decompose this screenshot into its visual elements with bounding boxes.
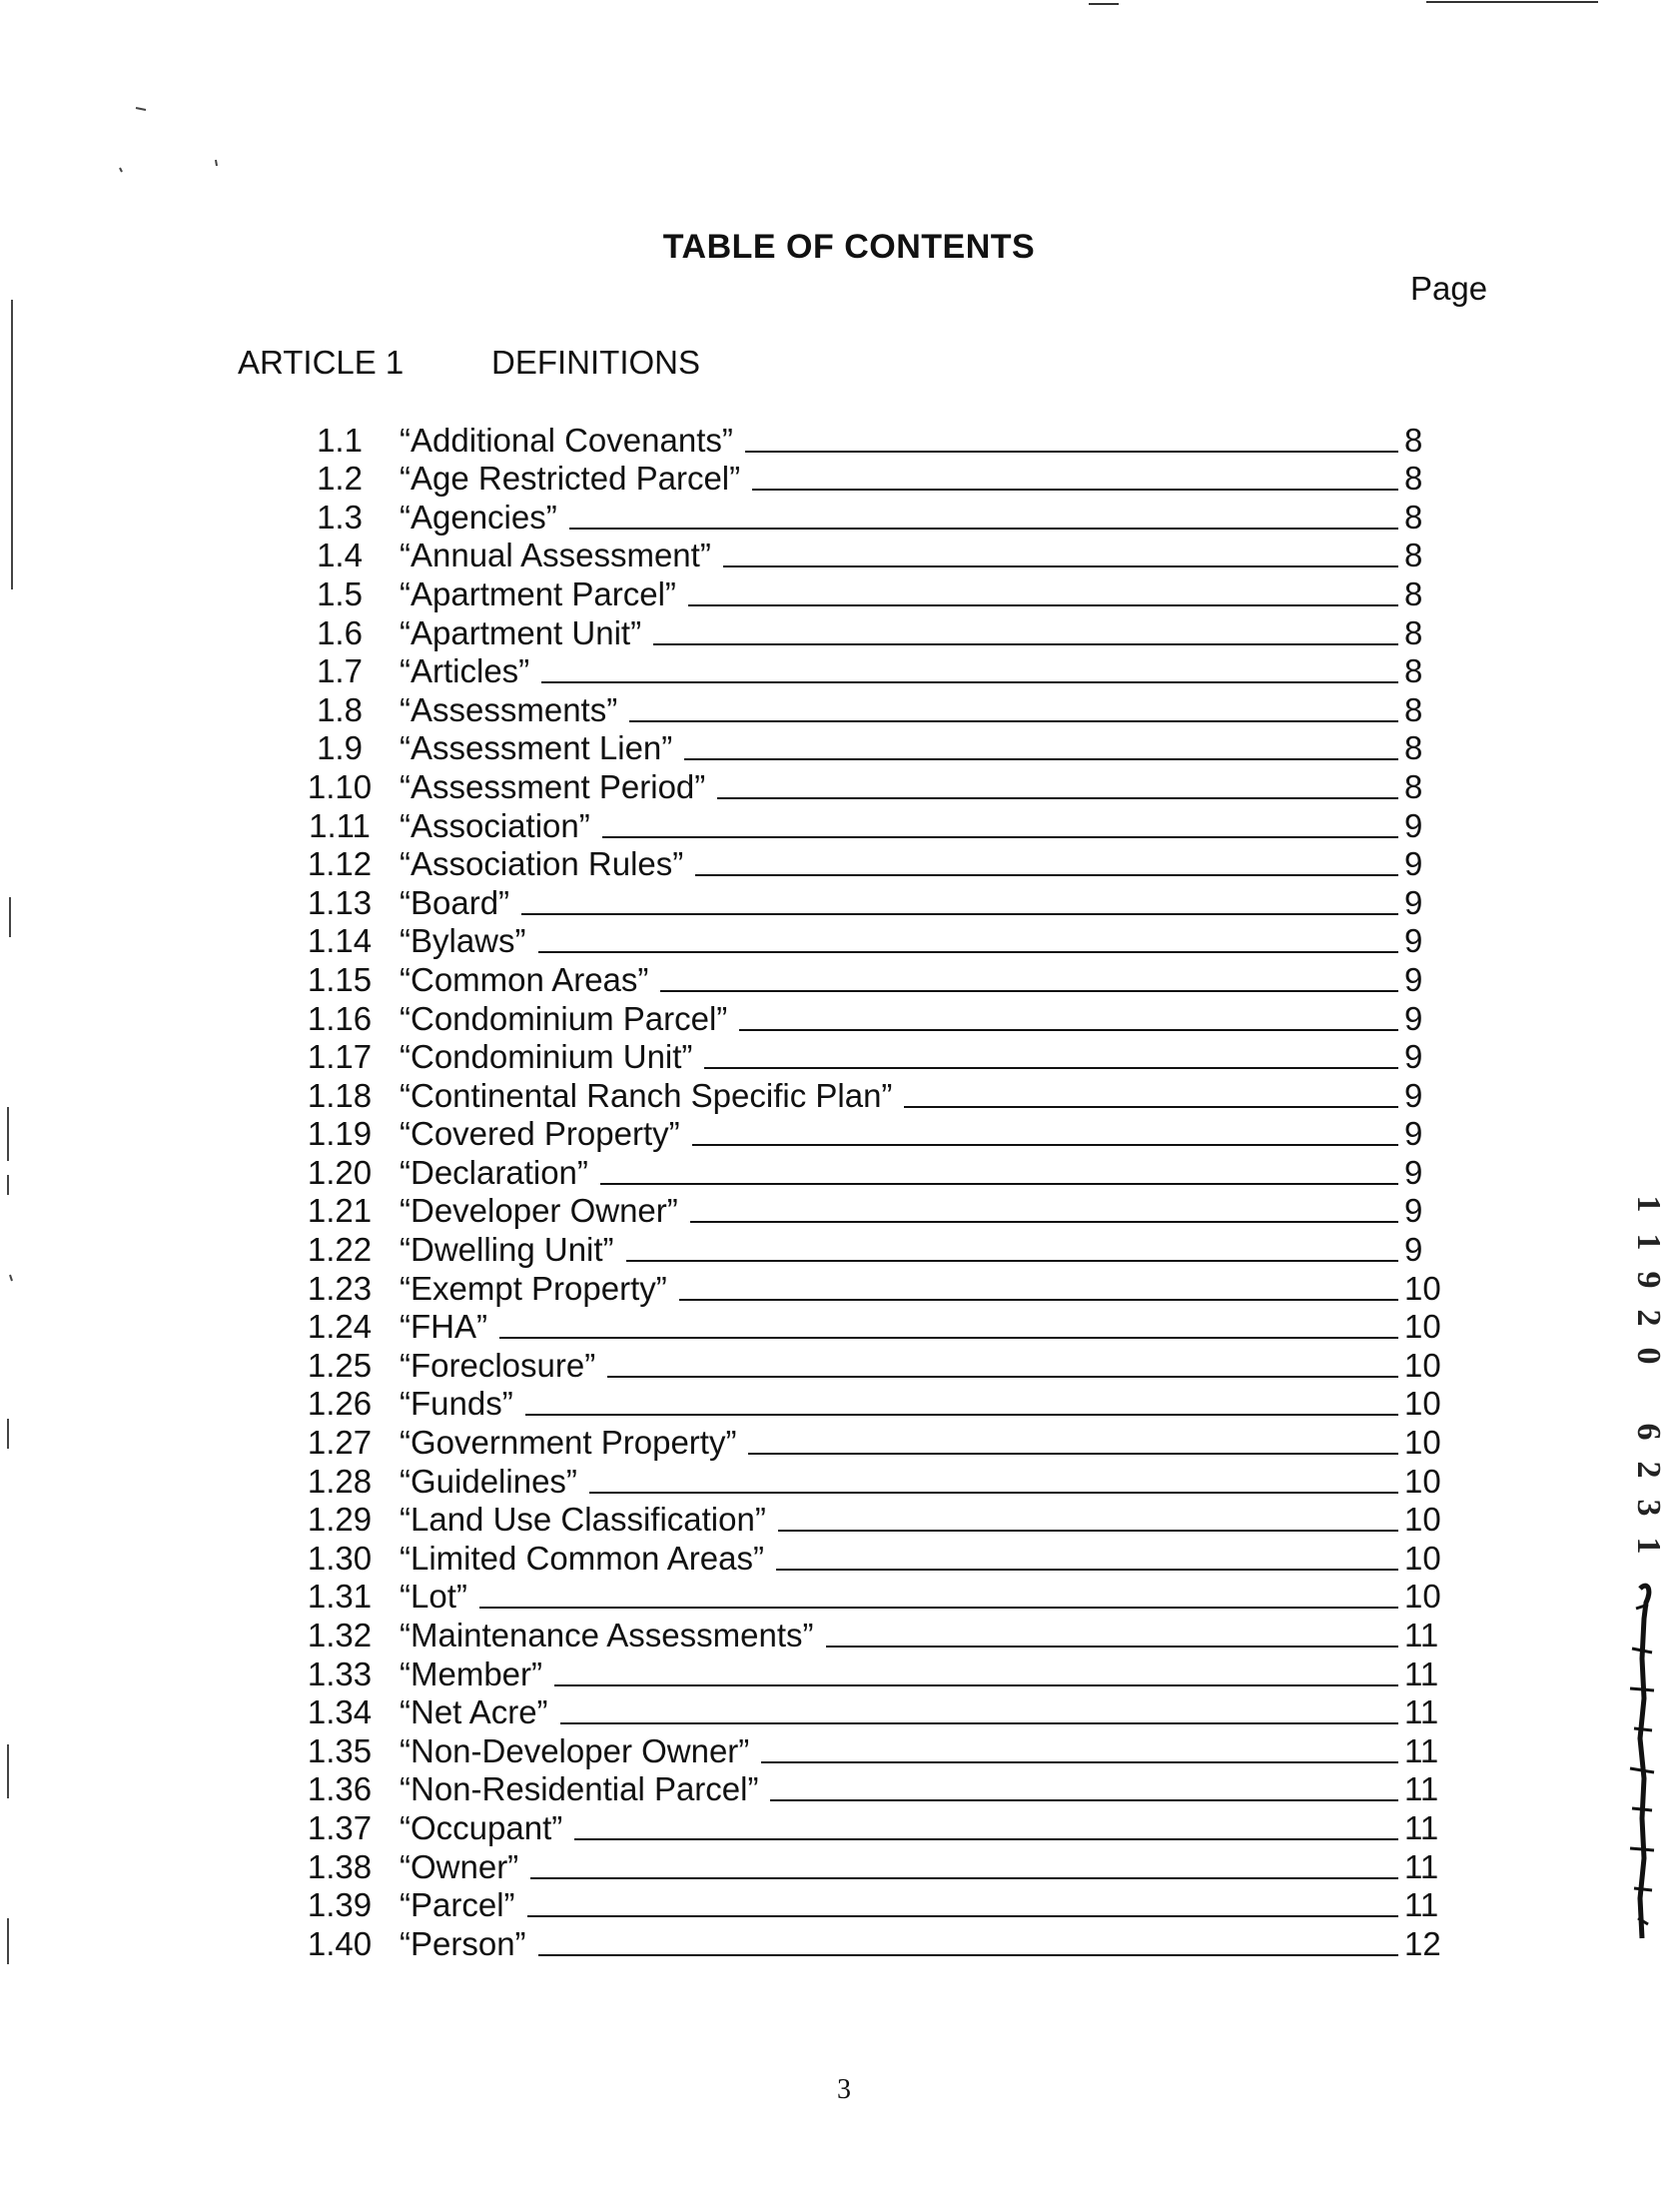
toc-entry-number: 1.22 (307, 1231, 373, 1269)
toc-leader-line (653, 642, 1398, 645)
stamp-gap (1628, 1375, 1668, 1413)
toc-entry-page: 10 (1404, 1578, 1441, 1616)
stamp-digit: 2 (1630, 1461, 1667, 1479)
toc-leader-line (538, 1953, 1398, 1956)
toc-entry-number: 1.5 (317, 574, 363, 612)
toc-entry (0, 651, 1680, 690)
toc-entry-label-group (400, 1770, 1398, 1808)
toc-entry-number: 1.1 (317, 421, 363, 459)
toc-entry-number: 1.6 (317, 613, 363, 651)
toc-entry-label: “Assessment Lien” (400, 729, 673, 767)
toc-entry-number: 1.30 (307, 1539, 373, 1577)
toc-entry-label-group (400, 421, 1398, 459)
toc-entry-label: “Annual Assessment” (400, 537, 711, 574)
toc-entry-page: 8 (1404, 460, 1423, 498)
toc-leader-line (538, 950, 1398, 953)
toc-leader-line (695, 873, 1398, 876)
toc-entry-label: “Non-Residential Parcel” (400, 1770, 759, 1808)
toc-entry-page: 10 (1404, 1346, 1441, 1384)
toc-entry-page: 8 (1404, 574, 1423, 612)
toc-entry (0, 766, 1680, 805)
toc-entry (0, 1384, 1680, 1423)
toc-entry-page: 9 (1404, 922, 1423, 960)
toc-leader-line (560, 1721, 1398, 1724)
toc-entry-label: “Land Use Classification” (400, 1501, 766, 1539)
stamp-digit: 0 (1630, 1347, 1667, 1365)
toc-entry (0, 728, 1680, 767)
toc-entry-number: 1.4 (317, 537, 363, 574)
toc-entry-label-group (400, 1076, 1398, 1114)
toc-entry (0, 1577, 1680, 1616)
toc-entry-label: “Condominium Unit” (400, 1038, 693, 1076)
toc-entry-label: “Person” (400, 1924, 526, 1962)
toc-entry-number: 1.17 (307, 1038, 373, 1076)
toc-entry-number: 1.16 (307, 999, 373, 1037)
toc-entry-page: 10 (1404, 1539, 1441, 1577)
toc-entry (0, 1152, 1680, 1191)
toc-leader-line (554, 1683, 1398, 1686)
toc-entry-number: 1.34 (307, 1693, 373, 1731)
toc-entry (0, 1229, 1680, 1268)
toc-leader-line (770, 1798, 1398, 1801)
toc-leader-line (660, 989, 1398, 992)
toc-entry-number: 1.39 (307, 1886, 373, 1924)
toc-entry-label-group (400, 960, 1398, 998)
toc-entry-label-group (400, 652, 1398, 690)
toc-entry-page: 10 (1404, 1269, 1441, 1307)
toc-leader-line (690, 1220, 1398, 1223)
toc-entry (0, 1885, 1680, 1924)
recording-stamp (1628, 1185, 1668, 1565)
toc-entry-label: “Foreclosure” (400, 1346, 596, 1384)
toc-entry-label: “Parcel” (400, 1886, 515, 1924)
toc-leader-line (748, 1452, 1398, 1455)
toc-entry (0, 1345, 1680, 1384)
toc-entry-label: “Additional Covenants” (400, 421, 733, 459)
toc-entry-label: “Association Rules” (400, 845, 684, 883)
toc-entry-label-group (400, 1192, 1398, 1230)
toc-leader-line (589, 1491, 1398, 1494)
toc-entry-label: “Covered Property” (400, 1115, 680, 1153)
toc-entry-page: 9 (1404, 960, 1423, 998)
toc-entry (0, 1191, 1680, 1230)
toc-entry-number: 1.13 (307, 883, 373, 921)
toc-entry-label: “Board” (400, 883, 510, 921)
toc-leader-line (745, 450, 1398, 453)
toc-leader-line (600, 1182, 1398, 1185)
toc-entry-label: “Maintenance Assessments” (400, 1617, 814, 1654)
toc-leader-line (761, 1760, 1398, 1763)
toc-entry (0, 1307, 1680, 1346)
toc-leader-line (607, 1375, 1398, 1378)
toc-entry-number: 1.27 (307, 1424, 373, 1462)
toc-entry-page: 11 (1404, 1731, 1439, 1769)
stamp-digit: 6 (1630, 1423, 1667, 1441)
signature-mark (1618, 1579, 1668, 1948)
toc-entry (0, 844, 1680, 883)
toc-entry-page: 11 (1404, 1886, 1439, 1924)
toc-entry-page: 9 (1404, 1115, 1423, 1153)
page-title: TABLE OF CONTENTS (662, 228, 1036, 266)
toc-entry-page: 10 (1404, 1385, 1441, 1423)
toc-entry-page: 8 (1404, 652, 1423, 690)
stamp-digit: 1 (1630, 1195, 1667, 1213)
toc-entry-label: “FHA” (400, 1308, 487, 1346)
toc-entry-label: “Net Acre” (400, 1693, 548, 1731)
toc-entry (0, 1654, 1680, 1692)
toc-leader-line (704, 1066, 1398, 1069)
toc-leader-line (530, 1876, 1398, 1879)
toc-entry-page: 11 (1404, 1847, 1439, 1885)
toc-entry-number: 1.36 (307, 1770, 373, 1808)
toc-entry-label: “Government Property” (400, 1424, 737, 1462)
toc-entry-label: “Limited Common Areas” (400, 1539, 764, 1577)
toc-entry-label: “Lot” (400, 1578, 467, 1616)
toc-entry-label-group (400, 1385, 1398, 1423)
toc-entry-label: “Dwelling Unit” (400, 1231, 614, 1269)
toc-entry (0, 1461, 1680, 1500)
toc-entry-number: 1.20 (307, 1153, 373, 1191)
toc-entry-number: 1.15 (307, 960, 373, 998)
toc-entry-number: 1.23 (307, 1269, 373, 1307)
toc-entry-number: 1.10 (307, 767, 373, 805)
toc-entry (0, 1075, 1680, 1114)
toc-entry-label: “Developer Owner” (400, 1192, 678, 1230)
toc-entry-label-group (400, 729, 1398, 767)
toc-entry-page: 8 (1404, 767, 1423, 805)
toc-entry-number: 1.35 (307, 1731, 373, 1769)
toc-entry (0, 420, 1680, 459)
toc-leader-line (692, 1143, 1398, 1146)
toc-entry-number: 1.32 (307, 1617, 373, 1654)
toc-entry-label-group (400, 574, 1398, 612)
toc-entry-label: “Bylaws” (400, 922, 526, 960)
toc-entry (0, 1807, 1680, 1846)
stamp-digit: 3 (1630, 1499, 1667, 1517)
toc-entry-page: 8 (1404, 498, 1423, 536)
toc-entry (0, 1615, 1680, 1654)
toc-entry-label-group (400, 922, 1398, 960)
toc-entry-label: “Association” (400, 806, 590, 844)
toc-entry-label: “Apartment Unit” (400, 613, 642, 651)
toc-entry-page: 8 (1404, 537, 1423, 574)
toc-entry-label: “Occupant” (400, 1808, 563, 1846)
toc-entry-label-group (400, 1808, 1398, 1846)
toc-leader-line (688, 603, 1398, 606)
toc-entry-page: 9 (1404, 1076, 1423, 1114)
toc-entry (0, 612, 1680, 651)
toc-entry-label: “Non-Developer Owner” (400, 1731, 750, 1769)
toc-entry-page: 9 (1404, 883, 1423, 921)
toc-entry-page: 9 (1404, 999, 1423, 1037)
toc-leader-line (541, 680, 1398, 683)
toc-entry-number: 1.9 (317, 729, 363, 767)
toc-entry-label-group (400, 537, 1398, 574)
toc-entry-label-group (400, 1038, 1398, 1076)
toc-entry-label: “Continental Ranch Specific Plan” (400, 1076, 893, 1114)
toc-entry-label-group (400, 460, 1398, 498)
toc-entry-label-group (400, 1462, 1398, 1500)
toc-entry (0, 1730, 1680, 1769)
toc-entry-page: 11 (1404, 1617, 1439, 1654)
toc-entry-page: 9 (1404, 1231, 1423, 1269)
toc-entry-page: 8 (1404, 729, 1423, 767)
toc-entry-page: 12 (1404, 1924, 1441, 1962)
toc-entry-label-group (400, 1578, 1398, 1616)
toc-leader-line (499, 1336, 1398, 1339)
toc-entry (0, 1422, 1680, 1461)
toc-entry-page: 9 (1404, 1192, 1423, 1230)
toc-entry (0, 1114, 1680, 1153)
toc-leader-line (574, 1837, 1398, 1840)
toc-entry-page: 8 (1404, 613, 1423, 651)
toc-entry-number: 1.3 (317, 498, 363, 536)
toc-entry-number: 1.11 (309, 806, 371, 844)
toc-entry-page: 9 (1404, 1153, 1423, 1191)
toc-entry-page: 9 (1404, 1038, 1423, 1076)
toc-entry-label: “Guidelines” (400, 1462, 577, 1500)
toc-entry-label: “Owner” (400, 1847, 519, 1885)
toc-entry-label-group (400, 1539, 1398, 1577)
toc-entry-label-group (400, 1924, 1398, 1962)
toc-leader-line (904, 1105, 1398, 1108)
toc-entry-page: 10 (1404, 1308, 1441, 1346)
toc-entry (0, 689, 1680, 728)
toc-entry-label: “Funds” (400, 1385, 513, 1423)
toc-entry-label-group (400, 690, 1398, 728)
toc-entry-number: 1.12 (307, 845, 373, 883)
toc-entry (0, 921, 1680, 960)
toc-entry-label-group (400, 767, 1398, 805)
toc-entry (0, 1692, 1680, 1731)
toc-entry-page: 9 (1404, 845, 1423, 883)
toc-entry-label-group (400, 498, 1398, 536)
toc-leader-line (739, 1028, 1398, 1031)
toc-entry-label-group (400, 883, 1398, 921)
toc-entry-page: 11 (1404, 1693, 1439, 1731)
toc-entry-label-group (400, 806, 1398, 844)
toc-leader-line (479, 1606, 1398, 1609)
toc-entry-label-group (400, 1308, 1398, 1346)
toc-entry-label-group (400, 1153, 1398, 1191)
toc-entry-number: 1.33 (307, 1655, 373, 1692)
toc-entry-number: 1.8 (317, 690, 363, 728)
toc-entry-number: 1.29 (307, 1501, 373, 1539)
toc-entry-number: 1.25 (307, 1346, 373, 1384)
toc-entry (0, 1268, 1680, 1307)
toc-entry-label-group (400, 1424, 1398, 1462)
toc-entry-number: 1.40 (307, 1924, 373, 1962)
toc-entry-label-group (400, 1231, 1398, 1269)
toc-entry-label: “Member” (400, 1655, 543, 1692)
toc-entry-label-group (400, 1655, 1398, 1692)
toc-entry-label-group (400, 1619, 1398, 1652)
toc-entry-page: 10 (1404, 1424, 1441, 1462)
toc-entry-page: 9 (1404, 806, 1423, 844)
toc-leader-line (826, 1645, 1398, 1648)
toc-entry-label-group (400, 1886, 1398, 1924)
toc-entry (0, 536, 1680, 574)
toc-entry-label-group (400, 613, 1398, 651)
toc-entry-number: 1.18 (307, 1076, 373, 1114)
toc-leader-line (626, 1259, 1398, 1262)
toc-entry (0, 1037, 1680, 1076)
toc-entry-number: 1.19 (307, 1115, 373, 1153)
toc-leader-line (527, 1914, 1398, 1917)
toc-leader-line (684, 757, 1398, 760)
toc-entry-label-group (400, 1847, 1398, 1885)
toc-entry-label: “Common Areas” (400, 960, 649, 998)
toc-leader-line (679, 1298, 1398, 1301)
toc-entry (0, 882, 1680, 921)
toc-leader-line (752, 488, 1398, 491)
toc-entry (0, 573, 1680, 612)
toc-entry-label-group (400, 1501, 1398, 1539)
toc-entry-label: “Assessment Period” (400, 767, 706, 805)
toc-entry-page: 8 (1404, 690, 1423, 728)
toc-entry-number: 1.7 (317, 652, 363, 690)
toc-entry-number: 1.2 (317, 460, 363, 498)
stamp-digit: 1 (1630, 1233, 1667, 1251)
stamp-digit: 1 (1630, 1537, 1667, 1555)
toc-entry-number: 1.26 (307, 1385, 373, 1423)
toc-entry (0, 1500, 1680, 1539)
toc-entry-label-group (400, 999, 1398, 1037)
toc-entry-number: 1.37 (307, 1808, 373, 1846)
toc-entry (0, 1923, 1680, 1962)
toc-list (0, 420, 1680, 1962)
toc-entry-label: “Age Restricted Parcel” (400, 460, 741, 498)
toc-entry-page: 11 (1404, 1808, 1439, 1846)
toc-entry (0, 1846, 1680, 1885)
toc-entry (0, 959, 1680, 998)
toc-leader-line (717, 796, 1398, 799)
toc-entry-label-group (400, 1731, 1398, 1769)
toc-entry-label-group (400, 1269, 1398, 1307)
toc-entry-page: 8 (1404, 421, 1423, 459)
toc-leader-line (521, 912, 1398, 915)
toc-leader-line (723, 564, 1398, 567)
toc-entry-number: 1.38 (307, 1847, 373, 1885)
toc-entry-number: 1.24 (307, 1308, 373, 1346)
toc-entry-number: 1.14 (307, 922, 373, 960)
toc-entry-number: 1.21 (307, 1192, 373, 1230)
toc-entry-label-group (400, 845, 1398, 883)
footer-page-number: 3 (837, 2074, 851, 2105)
toc-leader-line (776, 1568, 1398, 1571)
toc-entry (0, 1538, 1680, 1577)
toc-entry-label: “Exempt Property” (400, 1269, 667, 1307)
toc-leader-line (525, 1413, 1398, 1416)
toc-entry (0, 998, 1680, 1037)
toc-entry-label: “Agencies” (400, 498, 557, 536)
toc-entry-label: “Assessments” (400, 690, 618, 728)
toc-entry-label-group (400, 1693, 1398, 1731)
toc-entry (0, 1769, 1680, 1808)
page-column-label: Page (1410, 270, 1488, 307)
stamp-digit: 2 (1630, 1309, 1667, 1327)
toc-entry-number: 1.31 (307, 1578, 373, 1616)
toc-entry-label: “Condominium Parcel” (400, 999, 728, 1037)
toc-entry-number: 1.28 (307, 1462, 373, 1500)
toc-leader-line (569, 527, 1398, 530)
stamp-digit: 9 (1630, 1271, 1667, 1289)
toc-entry-page: 10 (1404, 1501, 1441, 1539)
article-title: DEFINITIONS (491, 344, 701, 381)
toc-entry (0, 805, 1680, 844)
toc-entry (0, 497, 1680, 536)
toc-entry-page: 11 (1404, 1655, 1439, 1692)
toc-entry-label-group (400, 1115, 1398, 1153)
toc-entry-label: “Articles” (400, 652, 530, 690)
toc-entry-label-group (400, 1346, 1398, 1384)
toc-entry-page: 10 (1404, 1462, 1441, 1500)
toc-leader-line (629, 719, 1398, 722)
toc-entry-label: “Apartment Parcel” (400, 574, 676, 612)
article-number: ARTICLE 1 (238, 344, 405, 381)
toc-entry-page: 11 (1404, 1770, 1439, 1808)
toc-entry-label: “Declaration” (400, 1153, 588, 1191)
toc-entry (0, 459, 1680, 498)
toc-leader-line (778, 1529, 1398, 1532)
toc-leader-line (602, 835, 1398, 838)
